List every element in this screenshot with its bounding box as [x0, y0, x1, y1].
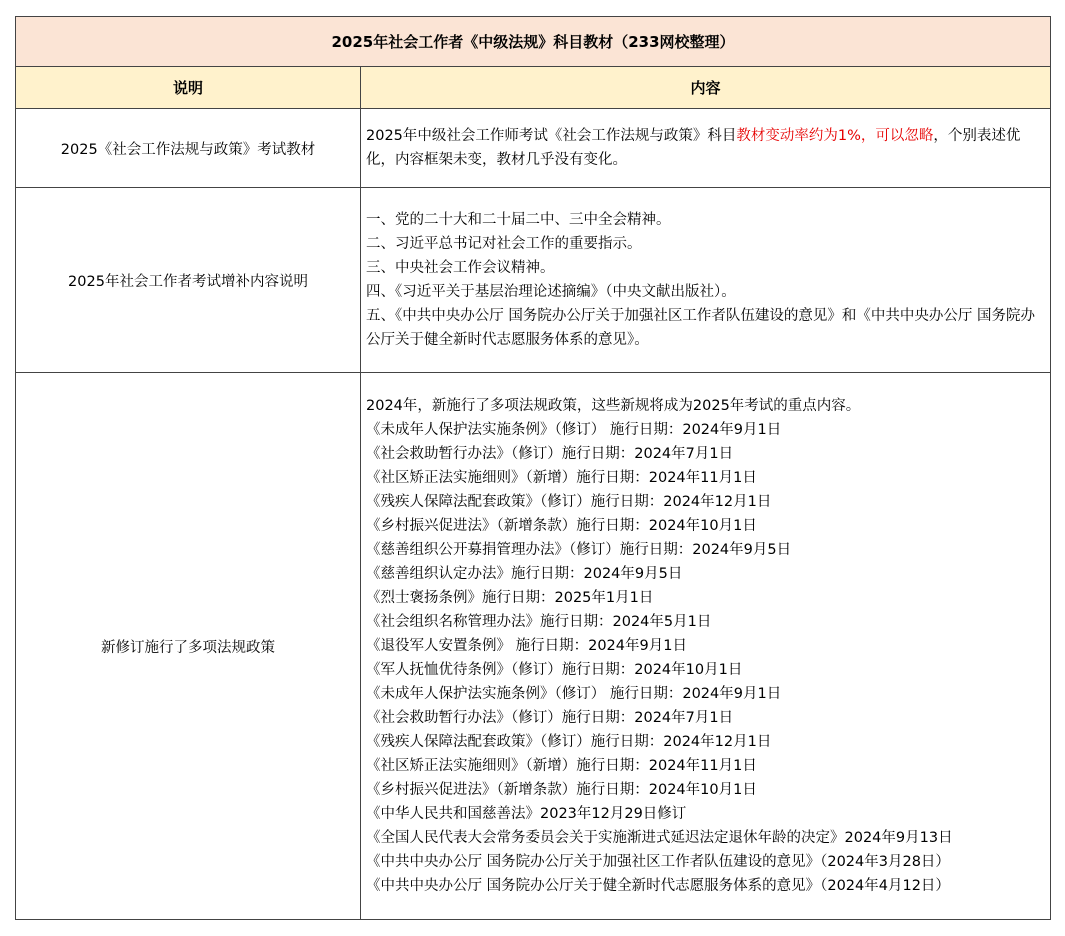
law-list-item: 《全国人民代表大会常务委员会关于实施渐进式延迟法定退休年龄的决定》2024年9月13日: [366, 830, 953, 846]
supplement-item: 四、《习近平关于基层治理论述摘编》（中央文献出版社）。: [366, 284, 736, 300]
row-content-textbook: [361, 109, 1051, 188]
law-list-item: 《未成年人保护法实施条例》（修订） 施行日期：2024年9月1日: [366, 422, 782, 438]
header-content: 内容: [361, 67, 1051, 109]
law-list-item: 《社区矫正法实施细则》（新增）施行日期：2024年11月1日: [366, 470, 757, 486]
law-list-item: 《社会组织名称管理办法》施行日期：2024年5月1日: [366, 614, 712, 630]
law-list-item: 《中华人民共和国慈善法》2023年12月29日修订: [366, 806, 687, 822]
law-list-item: 《社会救助暂行办法》（修订）施行日期：2024年7月1日: [366, 710, 734, 726]
law-list-item: 《烈士褒扬条例》施行日期：2025年1月1日: [366, 590, 654, 606]
textbook-text-highlight: 教材变动率约为1%，可以忽略: [736, 128, 934, 144]
law-list-item: 《未成年人保护法实施条例》（修订） 施行日期：2024年9月1日: [366, 686, 782, 702]
law-list: [366, 418, 1046, 898]
law-list-item: 《退役军人安置条例》 施行日期：2024年9月1日: [366, 638, 687, 654]
law-list-item: 《残疾人保障法配套政策》（修订）施行日期：2024年12月1日: [366, 494, 772, 510]
row-content-new-regulations: [361, 373, 1051, 920]
row-label-new-regulations: 新修订施行了多项法规政策: [16, 373, 361, 920]
law-list-item: 《慈善组织认定办法》施行日期：2024年9月5日: [366, 566, 683, 582]
law-list-item: 《社区矫正法实施细则》（新增）施行日期：2024年11月1日: [366, 758, 757, 774]
regulations-intro: 2024年，新施行了多项法规政策，这些新规将成为2025年考试的重点内容。: [366, 398, 861, 414]
law-list-item: 《乡村振兴促进法》（新增条款）施行日期：2024年10月1日: [366, 518, 757, 534]
table-title: 2025年社会工作者《中级法规》科目教材（233网校整理）: [16, 17, 1051, 67]
law-list-item: 《残疾人保障法配套政策》（修订）施行日期：2024年12月1日: [366, 734, 772, 750]
law-list-item: 《慈善组织公开募捐管理办法》（修订）施行日期：2024年9月5日: [366, 542, 792, 558]
supplement-item: 五、《中共中央办公厅 国务院办公厅关于加强社区工作者队伍建设的意见》和《中共中央办公厅 国务院办公厅关于健全新时代志愿服务体系的意见》。: [366, 308, 1035, 348]
header-description: 说明: [16, 67, 361, 109]
supplement-item: 一、党的二十大和二十届二中、三中全会精神。: [366, 212, 671, 228]
supplement-item: 二、习近平总书记对社会工作的重要指示。: [366, 236, 642, 252]
row-content-supplement: [361, 188, 1051, 373]
law-list-item: 《军人抚恤优待条例》（修订）施行日期：2024年10月1日: [366, 662, 743, 678]
regulations-table: [15, 16, 1051, 920]
textbook-text-after: ，个别表述优化，内容框架未变，教材几乎没有变化。: [366, 128, 1021, 168]
textbook-text-before: 2025年中级社会工作师考试《社会工作法规与政策》科目: [366, 128, 737, 144]
law-list-item: 《社会救助暂行办法》（修订）施行日期：2024年7月1日: [366, 446, 734, 462]
law-list-item: 《中共中央办公厅 国务院办公厅关于加强社区工作者队伍建设的意见》（2024年3月28日）: [366, 854, 950, 870]
law-list-item: 《乡村振兴促进法》（新增条款）施行日期：2024年10月1日: [366, 782, 757, 798]
law-list-item: 《中共中央办公厅 国务院办公厅关于健全新时代志愿服务体系的意见》（2024年4月12日）: [366, 878, 950, 894]
row-label-textbook: 2025《社会工作法规与政策》考试教材: [16, 109, 361, 188]
supplement-item: 三、中央社会工作会议精神。: [366, 260, 555, 276]
row-label-supplement: 2025年社会工作者考试增补内容说明: [16, 188, 361, 373]
